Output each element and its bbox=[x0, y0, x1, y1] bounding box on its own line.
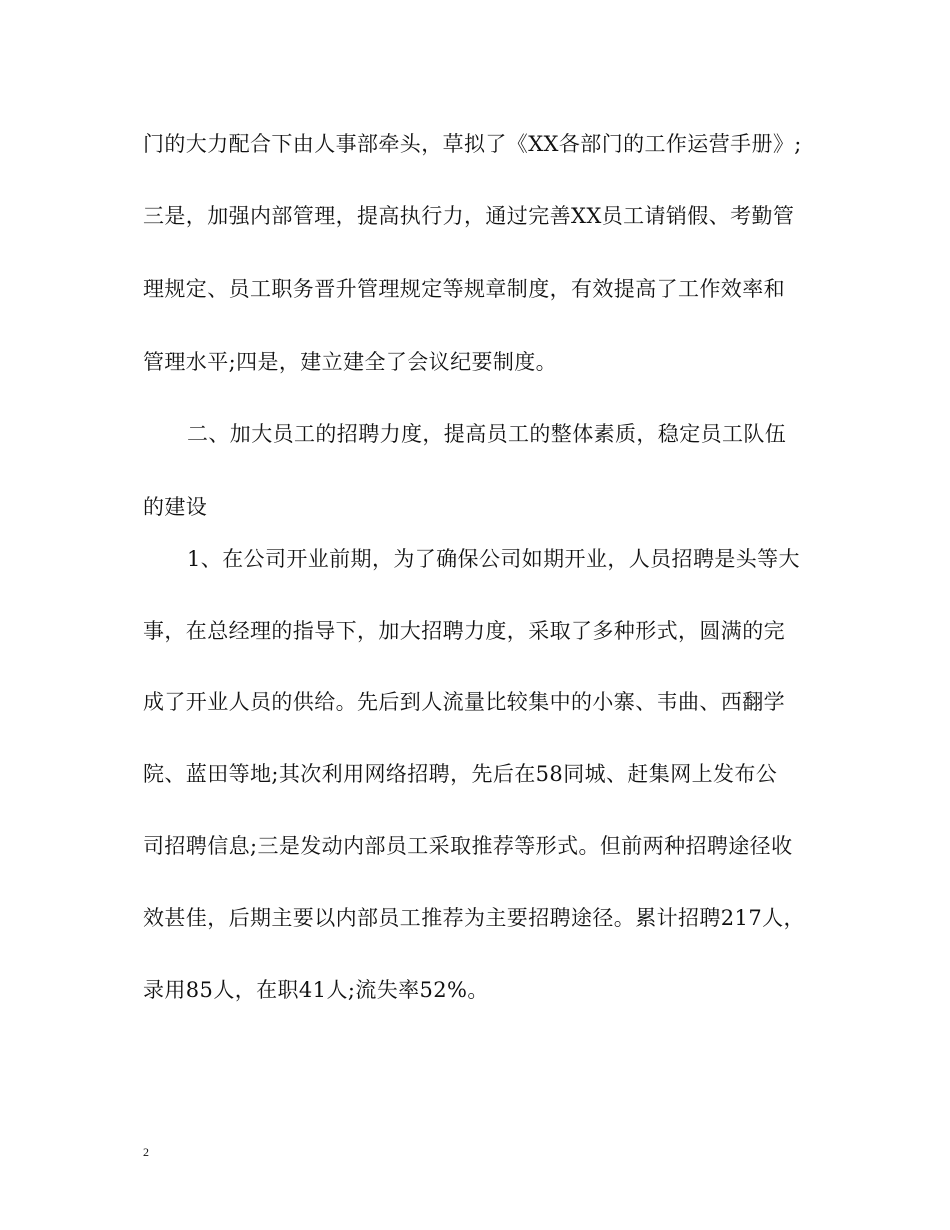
section-heading-line-1: 二、加大员工的招聘力度，提高员工的整体素质，稳定员工队伍 bbox=[187, 422, 787, 446]
paragraph-line-2: 事，在总经理的指导下，加大招聘力度，采取了多种形式，圆满的完 bbox=[143, 619, 785, 643]
paragraph-line-4: 院、蓝田等地;其次利用网络招聘，先后在58同城、赶集网上发布公 bbox=[143, 762, 778, 786]
text-line-1: 门的大力配合下由人事部牵头，草拟了《XX各部门的工作运营手册》; bbox=[143, 132, 802, 156]
text-line-4: 管理水平;四是，建立建全了会议纪要制度。 bbox=[143, 350, 558, 374]
paragraph-line-6: 效甚佳，后期主要以内部员工推荐为主要招聘途径。累计招聘217人， bbox=[143, 906, 805, 930]
page-number: 2 bbox=[143, 1145, 149, 1159]
text-line-3: 理规定、员工职务晋升管理规定等规章制度，有效提高了工作效率和 bbox=[143, 277, 785, 301]
paragraph-line-5: 司招聘信息;三是发动内部员工采取推荐等形式。但前两种招聘途径收 bbox=[143, 834, 793, 858]
section-heading-line-2: 的建设 bbox=[143, 495, 208, 519]
paragraph-line-3: 成了开业人员的供给。先后到人流量比较集中的小寨、韦曲、西翻学 bbox=[143, 690, 785, 714]
paragraph-line-7: 录用85人，在职41人;流失率52%。 bbox=[143, 978, 489, 1002]
paragraph-line-1: 1、在公司开业前期，为了确保公司如期开业，人员招聘是头等大 bbox=[187, 547, 800, 571]
text-line-2: 三是，加强内部管理，提高执行力，通过完善XX员工请销假、考勤管 bbox=[143, 204, 795, 228]
